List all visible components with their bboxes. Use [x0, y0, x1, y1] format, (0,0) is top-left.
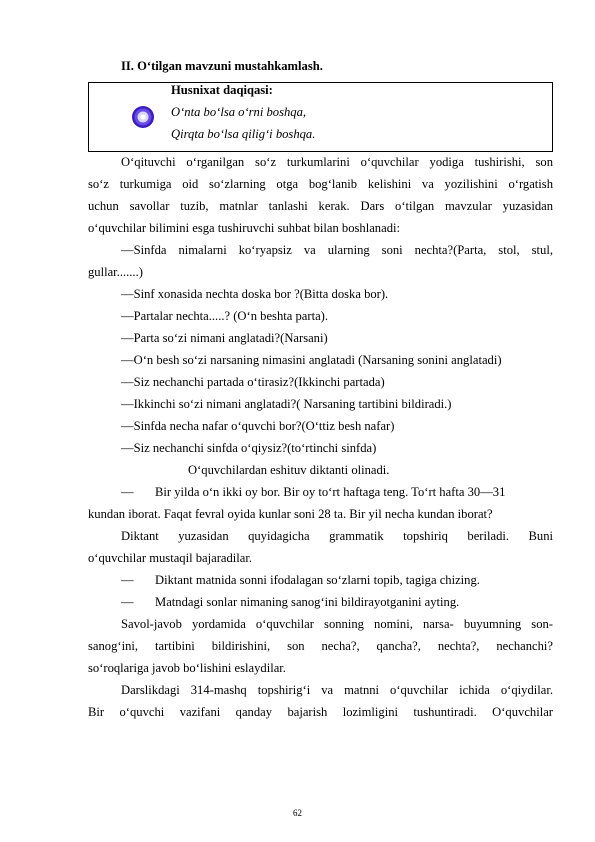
dictation-line: Bir yilda o‘n ikki oy bor. Bir oy to‘rt haftaga teng. To‘rt hafta 30—31: [155, 485, 506, 499]
question-line: —Siz nechanchi sinfda o‘qiysiz?(to‘rtinchi sinfda): [121, 441, 377, 455]
page-number: 62: [293, 808, 302, 818]
question-line: —Sinfda nimalarni ko‘ryapsiz va ularning soni nechta?(Parta, stol, stul,: [121, 243, 553, 257]
paragraph-line: Savol-javob yordamida o‘quvchilar sonning nomini, narsa- buyumning son-: [121, 617, 553, 631]
paragraph-line: o‘quvchilar bilimini esga tushiruvchi suhbat bilan boshlanadi:: [88, 221, 400, 235]
proverb-line-1: O‘nta bo‘lsa o‘rni boshqa,: [171, 105, 307, 119]
question-line: —Sinf xonasida nechta doska bor ?(Bitta doska bor).: [121, 287, 389, 301]
paragraph-line: o‘quvchilar mustaqil bajaradilar.: [88, 551, 253, 565]
list-dash: —: [121, 485, 134, 499]
dictation-line: kundan iborat. Faqat fevral oyida kunlar soni 28 ta. Bir yil necha kundan iborat?: [88, 507, 493, 521]
list-dash: —: [121, 595, 134, 609]
question-line: —Siz nechanchi partada o‘tirasiz?(Ikkinchi partada): [121, 375, 385, 389]
list-dash: —: [121, 573, 134, 587]
question-line: —Sinfda necha nafar o‘quvchi bor?(O‘ttiz besh nafar): [121, 419, 395, 433]
question-line: gullar.......): [88, 265, 143, 279]
question-line: —Partalar nechta.....? (O‘n beshta parta).: [121, 309, 329, 323]
task-item: Diktant matnida sonni ifodalagan so‘zlarni topib, tagiga chizing.: [155, 573, 480, 587]
paragraph-line: Darslikdagi 314-mashq topshirig‘i va matnni o‘quvchilar ichida o‘qiydilar.: [121, 683, 553, 697]
paragraph-line: Diktant yuzasidan quyidagicha grammatik topshiriq beriladi. Buni: [121, 529, 553, 543]
dictation-title: O‘quvchilardan eshituv diktanti olinadi.: [188, 463, 390, 477]
question-line: —Parta so‘zi nimani anglatadi?(Narsani): [121, 331, 328, 345]
paragraph-line: uchun savollar tuzib, matnlar tanlashi kerak. Dars o‘tilgan mavzular yuzasidan: [88, 199, 553, 213]
task-item: Matndagi sonlar nimaning sanog‘ini bildirayotganini ayting.: [155, 595, 460, 609]
question-line: —O‘n besh so‘zi narsaning nimasini anglatadi (Narsaning sonini anglatadi): [121, 353, 502, 367]
paragraph-line: so‘roqlariga javob bo‘lishini eslaydilar.: [88, 661, 286, 675]
question-line: —Ikkinchi so‘zi nimani anglatadi?( Narsaning tartibini bildiradi.): [121, 397, 452, 411]
box-title: Husnixat daqiqasi:: [171, 83, 273, 97]
calligraphy-box: [88, 82, 553, 152]
paragraph-line: Bir o‘quvchi vazifani qanday bajarish lozimligini tushuntiradi. O‘quvchilar: [88, 705, 553, 719]
disc-icon: [131, 105, 155, 129]
paragraph-line: so‘z turkumiga oid so‘zlarning otga bog‘lanib kelishini va yozilishini o‘rgatish: [88, 177, 553, 191]
paragraph-line: sanog‘ini, tartibini bildirishini, son necha?, qancha?, nechta?, nechanchi?: [88, 639, 553, 653]
proverb-line-2: Qirqta bo‘lsa qilig‘i boshqa.: [171, 127, 316, 141]
section-heading: II. O‘tilgan mavzuni mustahkamlash.: [121, 59, 323, 73]
paragraph-line: O‘qituvchi o‘rganilgan so‘z turkumlarini o‘quvchilar yodiga tushirishi, son: [121, 155, 553, 169]
